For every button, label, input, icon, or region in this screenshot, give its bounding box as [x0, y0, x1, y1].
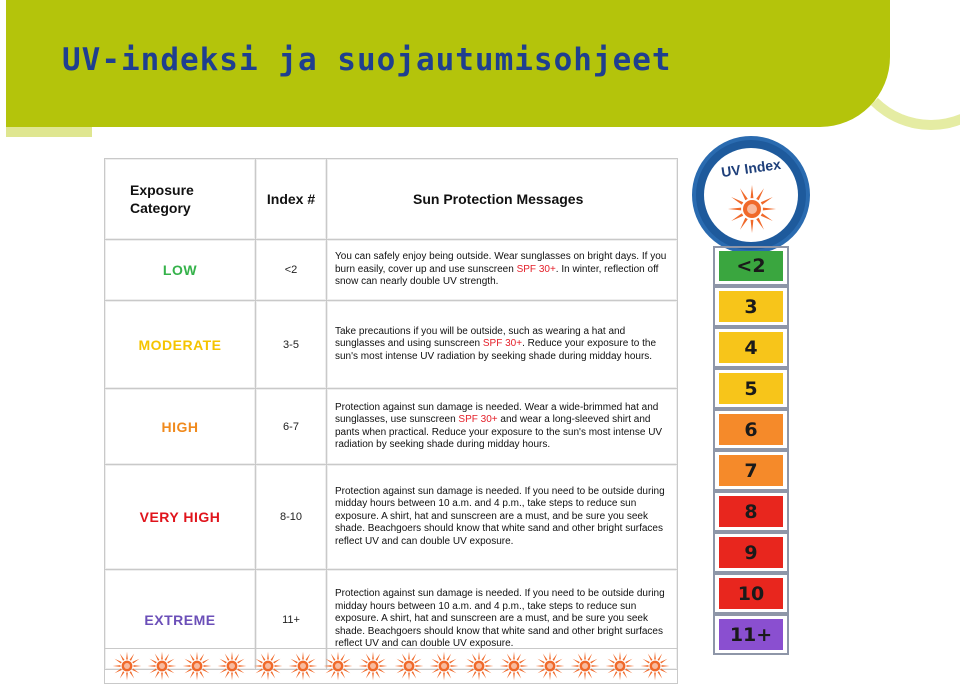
index-cell: 8-10 — [256, 465, 327, 570]
header-index: Index # — [256, 159, 327, 240]
sun-icon — [358, 651, 388, 681]
spf-text: SPF 30+ — [516, 263, 556, 275]
sun-icon — [429, 651, 459, 681]
message-text: . In winter, reflection off snow can nearly double UV strength. — [335, 263, 659, 288]
uv-level-5 — [713, 409, 789, 450]
sun-icon — [570, 651, 600, 681]
uv-level-label: 3 — [744, 295, 758, 318]
sun-icon — [147, 651, 177, 681]
spf-text: SPF 30+ — [458, 414, 498, 425]
uv-badge-title: UV Index — [720, 155, 782, 181]
sun-icon — [288, 651, 318, 681]
uv-level-label: 6 — [744, 418, 758, 441]
message-text: You can safely enjoy being outside. Wear sunglasses on bright days. If you burn easily, cover up and use sunscreen — [335, 251, 667, 275]
uv-protection-table — [104, 158, 678, 670]
sun-icon — [464, 651, 494, 681]
category-cell: MODERATE — [105, 301, 256, 389]
table-row — [105, 301, 678, 389]
uv-level-label: 7 — [744, 459, 758, 482]
category-cell: VERY HIGH — [105, 465, 256, 570]
table-row — [105, 465, 678, 570]
message-text: . Reduce your exposure to the sun's most intense UV radiation by seeking shade during midday hours. — [335, 338, 657, 362]
message-cell — [327, 240, 678, 301]
index-cell: <2 — [256, 240, 327, 301]
uv-level-label: 5 — [744, 377, 758, 400]
header-exposure-category: Exposure Category — [105, 159, 256, 240]
index-cell: 11+ — [256, 570, 327, 670]
table-header-row — [105, 159, 678, 240]
message-text: Take precautions if you will be outside, such as wearing a hat and sunglasses and using sunscreen — [335, 325, 626, 350]
sun-decoration-strip — [104, 648, 678, 684]
uv-level-label: <2 — [736, 255, 766, 277]
uv-level-9 — [713, 573, 789, 614]
message-cell — [327, 389, 678, 465]
uv-level-label: 8 — [744, 500, 758, 523]
spf-text: SPF 30+ — [482, 338, 523, 350]
sun-icon — [253, 651, 283, 681]
uv-badge-face — [704, 148, 798, 242]
uv-level-2 — [713, 286, 789, 327]
message-cell — [327, 465, 678, 570]
message-text: Protection against sun damage is needed. Wear a wide-brimmed hat and sunglasses, use sunscreen — [335, 401, 659, 425]
sun-icon — [112, 651, 142, 681]
uv-level-label: 11+ — [729, 623, 773, 646]
message-text: Protection against sun damage is needed. If you need to be outside during midday hours between 10 a.m. and 4 p.m., take steps to reduce sun exposure. A shirt, hat and sunscreen are a must, and be sure you seek shade. Beachgoers should know that white sand and other bright surfaces reflect UV and can double UV exposure. — [335, 485, 665, 547]
uv-level-3 — [713, 327, 789, 368]
uv-index-scale — [713, 246, 789, 655]
table-row — [105, 389, 678, 465]
category-cell: EXTREME — [105, 570, 256, 670]
category-cell: LOW — [105, 240, 256, 301]
sun-icon — [182, 651, 212, 681]
message-text: and wear a long-sleeved shirt and pants when practical. Reduce your exposure to the sun's most intense UV radiation by seeking shade during midday hours. — [335, 414, 663, 450]
header-accent — [6, 127, 92, 137]
uv-level-8 — [713, 532, 789, 573]
uv-level-1 — [713, 246, 789, 286]
sun-icon — [640, 651, 670, 681]
uv-index-badge — [692, 136, 810, 254]
header-sun-protection-messages: Sun Protection Messages — [327, 159, 678, 240]
sun-icon — [394, 651, 424, 681]
uv-level-6 — [713, 450, 789, 491]
index-cell: 6-7 — [256, 389, 327, 465]
message-cell — [327, 301, 678, 389]
uv-level-label: 10 — [737, 582, 765, 605]
message-text: Protection against sun damage is needed. If you need to be outside during midday hours between 10 a.m. and 4 p.m., take steps to reduce sun exposure. A shirt, hat and sunscreen are a must, and be sure you seek shade. Beachgoers should know that white sand and other bright surfaces reflect UV and can double UV exposure. — [335, 588, 665, 650]
uv-level-label: 9 — [744, 541, 758, 564]
uv-level-4 — [713, 368, 789, 409]
sun-icon — [323, 651, 353, 681]
uv-level-label: 4 — [744, 336, 758, 359]
uv-level-7 — [713, 491, 789, 532]
sun-icon — [727, 184, 777, 234]
table-row — [105, 240, 678, 301]
index-cell: 3-5 — [256, 301, 327, 389]
sun-icon — [499, 651, 529, 681]
category-cell: HIGH — [105, 389, 256, 465]
sun-icon — [217, 651, 247, 681]
page-title: UV-indeksi ja suojautumisohjeet — [62, 42, 672, 78]
uv-level-10 — [713, 614, 789, 655]
sun-icon — [605, 651, 635, 681]
sun-icon — [535, 651, 565, 681]
